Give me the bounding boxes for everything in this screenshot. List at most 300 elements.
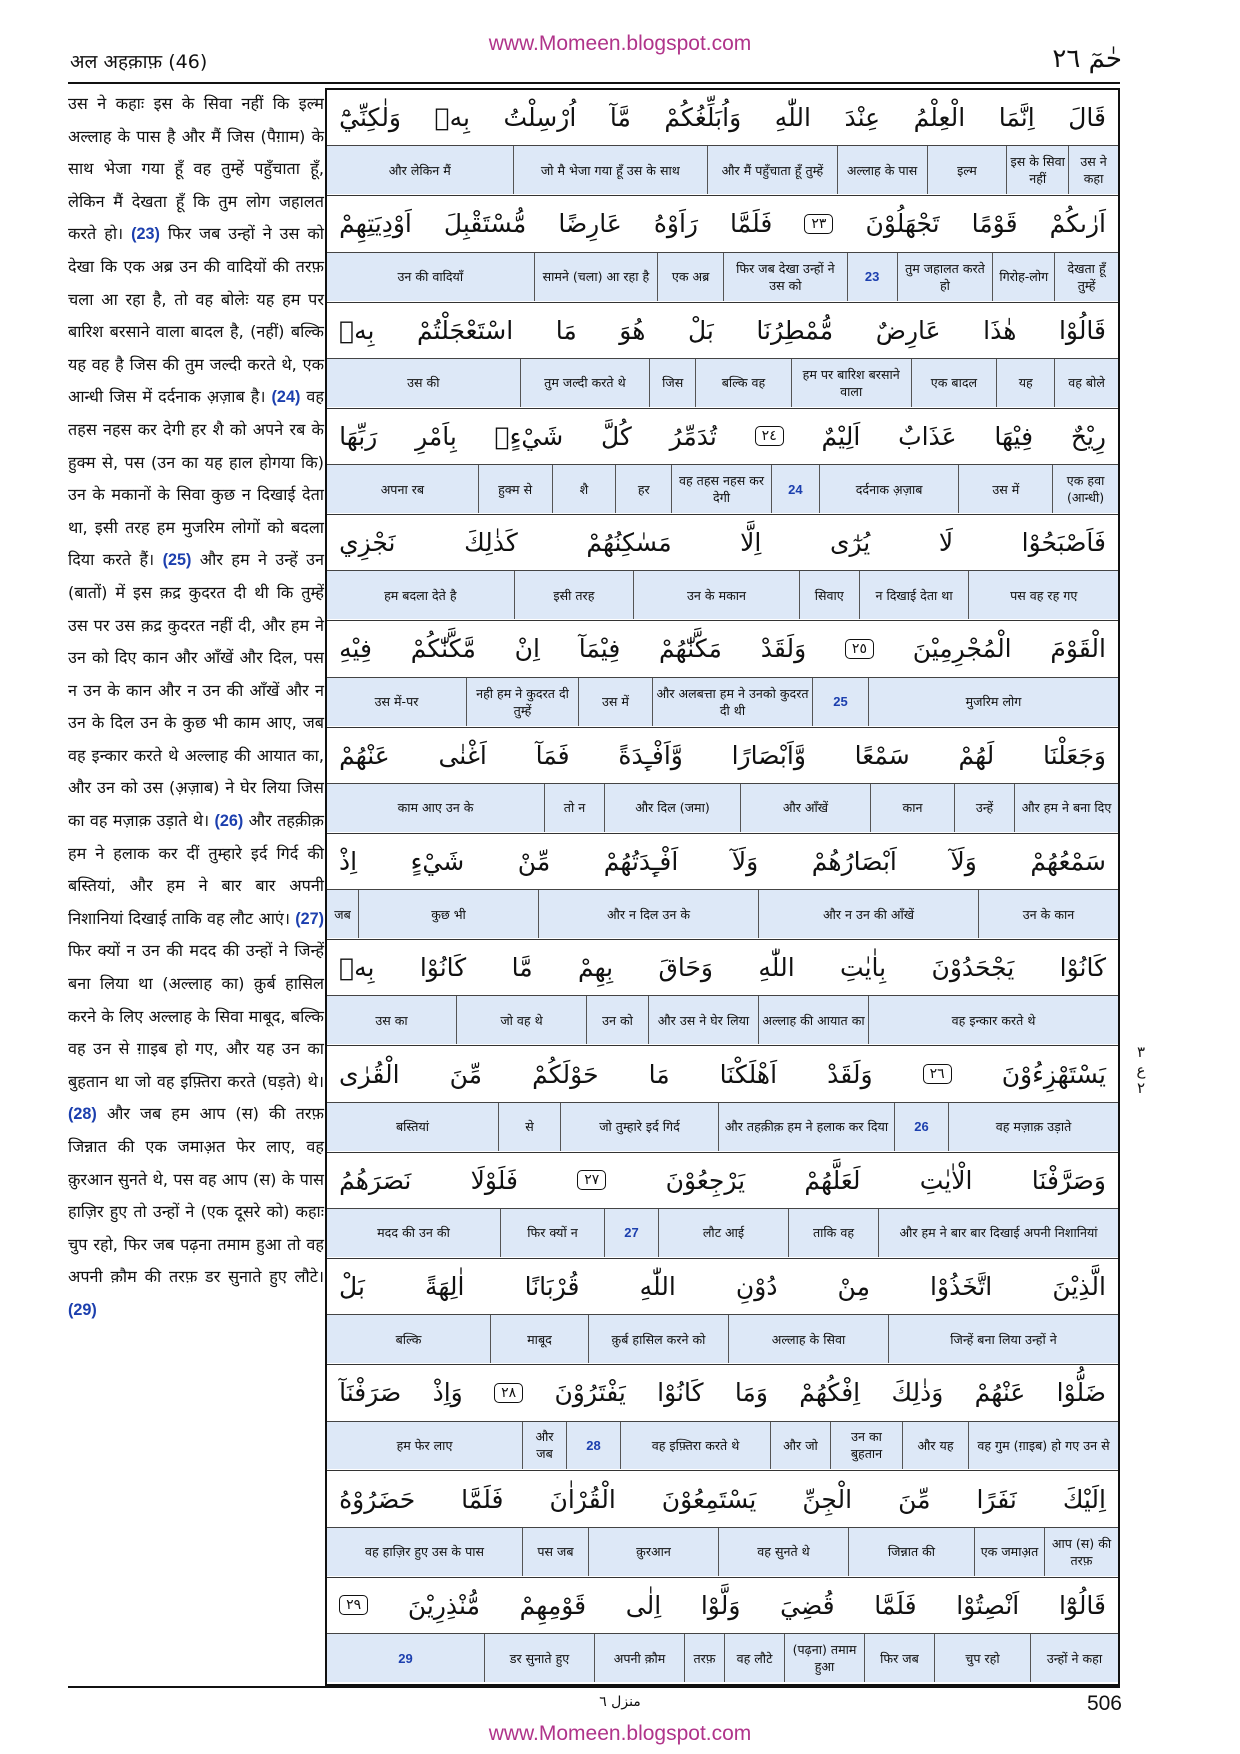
arabic-word: عَنْهُمْ — [339, 740, 390, 770]
word-meaning-cell: उस में — [958, 465, 1052, 513]
verse-number-cell: 26 — [894, 1103, 948, 1151]
translation-text: और हम ने उन्हें उन (बातों) में इस क़द्र कुदरत दी थी कि तुम्हें उस पर उस क़द्र कुदरत नहीं दी, और हम ने उन को दिए कान और आँखें और दिल, पस न उन के कान और न उन की आँखें और न उन के दिल उन के कुछ भी काम आए, जब वह इन्कार करते थे अल्लाह की आयात का, और उन को उस (अ़ज़ाब) ने घेर लिया जिस का वह मज़ाक़ उड़ाते थे। — [68, 550, 324, 831]
header-rule — [68, 82, 1120, 84]
ruku-marker — [1130, 1043, 1152, 1097]
word-meaning-cell: तुम जल्दी करते थे — [520, 359, 650, 407]
arabic-line — [327, 621, 1118, 677]
ruku-marker-glyph: ع — [1136, 1061, 1146, 1079]
word-meaning-cell: उस का — [375, 1012, 408, 1028]
verse-number-cell: 23 — [847, 253, 897, 301]
arabic-word: نَصَرَهُمُ — [339, 1165, 412, 1195]
word-meaning-cell: और हम ने बना दिए — [1014, 784, 1118, 832]
arabic-word: بِهِمْ — [577, 953, 614, 983]
word-meaning-line — [327, 1209, 1118, 1257]
arabic-line — [327, 1259, 1118, 1315]
word-meaning-cell: न दिखाई देता था — [859, 571, 969, 619]
word-meaning-cell: और न उन की आँखें — [758, 890, 978, 938]
word-meaning-cell: हम बदला देते है — [384, 587, 457, 603]
word-meaning-line — [327, 996, 1118, 1044]
word-meaning-cell: वह इफ़्तिरा करते थे — [620, 1422, 770, 1470]
word-meaning-cell: जो मै भेजा गया हूँ उस के साथ — [513, 146, 708, 194]
arabic-word: اِفْكُهُمْ — [799, 1378, 861, 1408]
arabic-word: الْقُرْاٰنَ — [549, 1484, 616, 1514]
word-meaning-cell: एक जमाअ़त — [974, 1528, 1044, 1576]
arabic-word: لَعَلَّهُمْ — [804, 1165, 861, 1195]
ruku-marker-glyph: ٣ — [1136, 1043, 1146, 1061]
arabic-word: فَلَمَّا — [461, 1484, 504, 1514]
arabic-line — [327, 515, 1118, 571]
arabic-word: اِذْ — [339, 847, 358, 877]
arabic-word: اللّٰهِ — [758, 953, 795, 983]
word-meaning-line — [327, 465, 1118, 513]
arabic-word: وَصَرَّفْنَا — [1031, 1165, 1106, 1195]
word-meaning-line — [327, 146, 1118, 194]
word-meaning-cell: तो न — [544, 784, 604, 832]
arabic-word: وَحَاقَ — [658, 953, 714, 983]
ayah-number-marker: ٢٨ — [494, 1383, 523, 1403]
arabic-word: قُرْبَانًا — [524, 1272, 580, 1302]
arabic-line — [327, 728, 1118, 784]
arabic-word: لَهُمْ — [958, 740, 995, 770]
word-meaning-cell: उन का बुहतान — [830, 1422, 902, 1470]
arabic-word: وَّاَفْـِٕدَةً — [618, 740, 683, 770]
word-meaning-cell: आप (स) की तरफ़ — [1044, 1528, 1118, 1576]
word-meaning-cell: सिवाए — [799, 571, 859, 619]
arabic-word: فَاَصْبَحُوْا — [1021, 528, 1106, 558]
arabic-word: اَرٰىكُمْ — [1049, 209, 1106, 239]
ayah-number-marker: ٢٩ — [339, 1595, 368, 1615]
arabic-word: الْعِلْمُ — [913, 103, 966, 133]
arabic-word: الَّذِيْنَ — [1052, 1272, 1106, 1302]
arabic-word: مَكَّنّٰهُمْ — [659, 634, 722, 664]
arabic-word: الْاٰيٰتِ — [919, 1165, 973, 1195]
word-meaning-cell: वह मज़ाक़ उड़ाते — [948, 1103, 1118, 1151]
verse-number: (23) — [131, 225, 160, 244]
arabic-word: اَفْـِٕدَتُهُمْ — [603, 847, 679, 877]
arabic-word: فَمَآ — [535, 740, 570, 770]
word-meaning-cell: उन के कान — [978, 890, 1118, 938]
word-meaning-cell: और जब — [522, 1422, 566, 1470]
arabic-word: اِلٰى — [625, 1590, 662, 1620]
word-meaning-line — [327, 1634, 1118, 1682]
arabic-word: هُوَ — [619, 315, 646, 345]
word-meaning-cell: उस में-पर — [374, 694, 419, 710]
arabic-word: مِنْ — [837, 1272, 870, 1302]
word-meaning-cell: बल्कि — [395, 1331, 422, 1347]
word-meaning-cell: काम आए उन के — [397, 800, 474, 816]
arabic-word: عَنْهُمْ — [974, 1378, 1026, 1408]
word-meaning-cell: और लेकिन मैं — [388, 162, 451, 178]
arabic-word: فَلَمَّا — [874, 1590, 917, 1620]
word-meaning-cell: और हम ने बार बार दिखाई अपनी निशानियां — [878, 1209, 1118, 1257]
verse-number: (25) — [162, 551, 192, 570]
word-meaning-cell: हुक्म से — [478, 465, 552, 513]
site-url-top[interactable]: www.Momeen.blogspot.com — [488, 32, 752, 55]
verse-number: (27) — [295, 909, 324, 928]
arabic-word: صَرَفْنَآ — [339, 1378, 402, 1408]
para-marker: حٰمٓ ٢٦ — [1052, 44, 1122, 74]
word-meaning-cell: उन्हों ने कहा — [1030, 1634, 1118, 1682]
verse-row — [327, 1365, 1118, 1471]
arabic-word: مَا — [555, 315, 577, 345]
word-meaning-cell: और आँखें — [740, 784, 870, 832]
word-meaning-cell: एक अब्र — [657, 253, 723, 301]
arabic-word: اِلَّا — [740, 528, 762, 558]
word-meaning-cell: कुछ भी — [358, 890, 538, 938]
arabic-word: مَسٰكِنُهُمْ — [586, 528, 672, 558]
word-meaning-cell: क़ुरआन — [588, 1528, 718, 1576]
word-meaning-cell: अपना रब — [380, 481, 425, 497]
page-number: 506 — [1086, 1692, 1122, 1715]
arabic-word: شَيْءٍ — [410, 847, 465, 877]
arabic-word: الْقُرٰى — [339, 1059, 400, 1089]
word-meaning-cell: वह हाज़िर हुए उस के पास — [364, 1544, 485, 1560]
arabic-word: تُدَمِّرُ — [669, 421, 717, 451]
arabic-word: نَجْزِي — [339, 528, 396, 558]
arabic-word: اَوْدِيَتِهِمْ — [339, 209, 412, 239]
word-meaning-line — [327, 1103, 1118, 1151]
arabic-word: اِنَّمَا — [998, 103, 1035, 133]
word-meaning-cell: ताकि वह — [788, 1209, 878, 1257]
arabic-word: فِيْهِ — [339, 634, 372, 664]
word-meaning-cell: उस ने कहा — [1068, 146, 1118, 194]
ayah-number-marker: ٢٣ — [804, 214, 833, 234]
arabic-word: اسْتَعْجَلْتُمْ — [417, 315, 514, 345]
arabic-word: عَارِضٌ — [875, 315, 941, 345]
translation-paragraph — [68, 88, 324, 1327]
verse-row — [327, 1259, 1118, 1365]
arabic-word: كَانُوْا — [419, 953, 467, 983]
arabic-word: يُرٰٓى — [829, 528, 871, 558]
arabic-word: سَمْعًا — [854, 740, 910, 770]
word-meaning-cell: अल्लाह की आयात का — [758, 996, 868, 1044]
word-meaning-cell: सामने (चला) आ रहा है — [534, 253, 658, 301]
ayah-number-marker: ٢٤ — [755, 426, 784, 446]
translation-text: उस ने कहाः इस के सिवा नहीं कि इल्म अल्लाह के पास है और मैं जिस (पैग़ाम) के साथ भेजा गया हूँ वह तुम्हें पहुँचाता हूँ, लेकिन मैं देखता हूँ कि तुम लोग जहालत करते हो। — [68, 94, 324, 244]
verse-number: (28) — [68, 1105, 97, 1124]
arabic-word: وَذٰلِكَ — [891, 1378, 944, 1408]
arabic-word: الْمُجْرِمِيْنَ — [912, 634, 1012, 664]
word-meaning-line — [327, 571, 1118, 619]
word-by-word-grid — [327, 88, 1120, 1686]
arabic-word: دُوْنِ — [735, 1272, 778, 1302]
verse-row — [327, 196, 1118, 302]
arabic-word: قُضِيَ — [780, 1590, 835, 1620]
arabic-word: فِيْمَآ — [578, 634, 621, 664]
surah-title: अल अहक़ाफ़ (46) — [70, 51, 208, 73]
word-meaning-cell: वह सुनते थे — [718, 1528, 848, 1576]
arabic-line — [327, 1046, 1118, 1102]
arabic-line — [327, 90, 1118, 146]
arabic-word: عَذَابٌ — [898, 421, 957, 451]
arabic-word: يَسْتَمِعُوْنَ — [661, 1484, 757, 1514]
word-meaning-cell: बस्तियां — [395, 1119, 430, 1135]
arabic-word: رَاَوْهُ — [653, 209, 699, 239]
word-meaning-cell: उस में — [578, 678, 652, 726]
translation-text: वह तहस नहस कर देगी हर शै को अपने रब के हुक्म से, पस (उन का यह हाल होगया कि) उन के मकानों के सिवा कुछ न दिखाई देता था, इसी तरह हम मुजरिम लोगों को बदला दिया करते हैं। — [68, 387, 324, 570]
arabic-word: هٰذَا — [983, 315, 1017, 345]
word-meaning-line — [327, 678, 1118, 726]
word-meaning-cell: (पढ़ना) तमाम हुआ — [784, 1634, 864, 1682]
word-meaning-cell: उस की — [407, 375, 440, 391]
word-meaning-cell: बल्कि वह — [695, 359, 791, 407]
verse-row — [327, 303, 1118, 409]
arabic-word: قَوْمِهِمْ — [519, 1590, 587, 1620]
arabic-word: مَا — [648, 1059, 670, 1089]
word-meaning-cell: जिन्हें बना लिया उन्हों ने — [888, 1315, 1118, 1363]
arabic-line — [327, 834, 1118, 890]
translation-text: फिर जब उन्हों ने उस को देखा कि एक अब्र उन की वादियों की तरफ़ चला आ रहा है, तो वह बोलेः यह हम पर बारिश बरसाने वाला बादल है, (नहीं) बल्कि यह वह है जिस की तुम जल्दी करते थे, एक आन्धी जिस में दर्दनाक अ़ज़ाब है। — [68, 224, 325, 407]
word-meaning-cell: हर — [615, 465, 671, 513]
ayah-number-marker: ٢٧ — [577, 1170, 606, 1190]
arabic-word: مَّكَّنّٰكُمْ — [410, 634, 476, 664]
hindi-translation-column — [68, 88, 324, 1686]
word-meaning-cell: और अलबत्ता हम ने उनको कुदरत दी थी — [652, 678, 812, 726]
arabic-word: وَّاَبْصَارًا — [731, 740, 806, 770]
word-meaning-cell: तुम जहालत करते हो — [897, 253, 993, 301]
ayah-number-marker: ٢٦ — [923, 1064, 952, 1084]
arabic-word: بِهٖ — [339, 953, 375, 983]
word-meaning-cell: पस वह रह गए — [968, 571, 1118, 619]
word-meaning-line — [327, 784, 1118, 832]
word-meaning-cell: अल्लाह के पास — [837, 146, 927, 194]
verse-row — [327, 621, 1118, 727]
arabic-word: فَلَمَّا — [730, 209, 773, 239]
word-meaning-cell: जिस — [649, 359, 695, 407]
arabic-word: وَجَعَلْنَا — [1042, 740, 1106, 770]
arabic-word: بِهٖ — [339, 315, 375, 345]
arabic-word: رِيْحٌ — [1070, 421, 1106, 451]
arabic-word: حَوْلَكُمْ — [532, 1059, 599, 1089]
word-meaning-cell: देखता हूँ तुम्हें — [1054, 253, 1118, 301]
arabic-line — [327, 940, 1118, 996]
word-meaning-line — [327, 253, 1118, 301]
word-meaning-cell: कान — [870, 784, 954, 832]
arabic-word: مِّنَ — [898, 1484, 931, 1514]
arabic-word: مَّا — [511, 953, 533, 983]
word-meaning-cell: और न दिल उन के — [538, 890, 758, 938]
verse-row — [327, 1046, 1118, 1152]
arabic-word: اَبْصَارُهُمْ — [811, 847, 897, 877]
word-meaning-cell: शै — [552, 465, 616, 513]
arabic-word: تَجْهَلُوْنَ — [865, 209, 940, 239]
word-meaning-cell: तरफ़ — [684, 1634, 724, 1682]
word-meaning-cell: अपनी क़ौम — [594, 1634, 684, 1682]
word-meaning-cell: यह — [996, 359, 1054, 407]
translation-text: और जब हम आप (स) की तरफ़ जिन्नात की एक जमाअ़त फेर लाए, वह क़ुरआन सुनते थे, पस वह आप (स) के पास हाज़िर हुए तो उन्हों ने (एक दूसरे को) कहाः चुप रहो, फिर जब पढ़ना तमाम हुआ तो वह अपनी क़ौम की तरफ़ डर सुनाते हुए लौटे। — [68, 1104, 324, 1287]
arabic-word: يَجْحَدُوْنَ — [931, 953, 1015, 983]
arabic-word: قَالَ — [1068, 103, 1106, 133]
word-meaning-cell: वह इन्कार करते थे — [868, 996, 1118, 1044]
word-meaning-cell: डर सुनाते हुए — [484, 1634, 594, 1682]
word-meaning-line — [327, 890, 1118, 938]
word-meaning-cell: लौट आई — [658, 1209, 788, 1257]
arabic-word: وَاُبَلِّغُكُمْ — [664, 103, 742, 133]
verse-row — [327, 940, 1118, 1046]
word-meaning-cell: मदद की उन की — [377, 1225, 450, 1241]
arabic-word: اَنْصِتُوْا — [956, 1590, 1020, 1620]
verse-number: (29) — [68, 1300, 97, 1319]
word-meaning-cell: हम फेर लाए — [396, 1437, 453, 1453]
arabic-word: مُّنْذِرِيْنَ — [407, 1590, 480, 1620]
word-meaning-cell: वह बोले — [1054, 359, 1118, 407]
arabic-word: الْجِنِّ — [802, 1484, 853, 1514]
arabic-word: يَفْتَرُوْنَ — [554, 1378, 626, 1408]
site-url-bottom[interactable]: www.Momeen.blogspot.com — [488, 1722, 752, 1745]
word-meaning-cell: वह गुम (ग़ाइब) हो गए उन से — [968, 1422, 1118, 1470]
translation-text: और तहक़ीक़ हम ने हलाक कर दीं तुम्हारे इर्द गिर्द की बस्तियां, और हम ने बार बार अपनी निशानियां दिखाई ताकि वह लौट आएं। — [68, 811, 324, 928]
word-meaning-line — [327, 1315, 1118, 1363]
word-meaning-cell: दर्दनाक अ़ज़ाब — [819, 465, 959, 513]
arabic-word: كَانُوْا — [1059, 953, 1106, 983]
word-meaning-cell: जो वह थे — [456, 996, 586, 1044]
word-meaning-cell: इसी तरह — [514, 571, 634, 619]
arabic-line — [327, 1471, 1118, 1527]
word-meaning-line — [327, 359, 1118, 407]
arabic-word: اِنْ — [514, 634, 540, 664]
word-meaning-cell: मुजरिम लोग — [868, 678, 1118, 726]
word-meaning-cell: इल्म — [927, 146, 1007, 194]
verse-number: (26) — [214, 812, 244, 831]
arabic-word: اتَّخَذُوْا — [930, 1272, 993, 1302]
word-meaning-cell: उन के मकान — [633, 571, 799, 619]
verse-number-cell: 29 — [398, 1650, 413, 1666]
word-meaning-cell: फिर जब देखा उन्हों ने उस को — [723, 253, 847, 301]
word-meaning-cell: क़ुर्ब हासिल करने को — [588, 1315, 728, 1363]
verse-number: (24) — [271, 388, 301, 407]
verse-number-cell: 24 — [771, 465, 819, 513]
arabic-word: وَلَقَدْ — [760, 634, 807, 664]
arabic-word: قَوْمًا — [971, 209, 1018, 239]
word-meaning-cell: उन्हें — [954, 784, 1014, 832]
arabic-word: شَيْءٍۭ — [494, 421, 564, 451]
word-meaning-cell: से — [498, 1103, 560, 1151]
arabic-word: كُلَّ — [600, 421, 632, 451]
arabic-word: يَرْجِعُوْنَ — [665, 1165, 746, 1195]
arabic-line — [327, 1153, 1118, 1209]
word-meaning-cell: और दिल (जमा) — [604, 784, 740, 832]
ruku-marker-glyph: ٢ — [1136, 1079, 1146, 1097]
word-meaning-cell: इस के सिवा नहीं — [1006, 146, 1068, 194]
arabic-word: كَانُوْا — [657, 1378, 704, 1408]
arabic-word: اُرْسِلْتُ — [503, 103, 577, 133]
word-meaning-cell: जब — [334, 906, 351, 922]
arabic-word: وَلٰكِنِّيْٓ — [339, 103, 402, 133]
word-meaning-cell: और तहक़ीक़ हम ने हलाक कर दिया — [718, 1103, 894, 1151]
arabic-word: مُّسْتَقْبِلَ — [443, 209, 527, 239]
arabic-word: وَلَآ — [950, 847, 977, 877]
arabic-word: مِّنَ — [449, 1059, 483, 1089]
word-meaning-cell: वह लौटे — [724, 1634, 784, 1682]
arabic-word: ضَلُّوْا — [1056, 1378, 1106, 1408]
verse-row — [327, 834, 1118, 940]
arabic-word: مِّنْ — [517, 847, 551, 877]
manzil-label: منزل ٦ — [599, 1694, 641, 1710]
arabic-word: اٰلِهَةً — [425, 1272, 465, 1302]
arabic-word: اللّٰهِ — [774, 103, 811, 133]
verse-row — [327, 728, 1118, 834]
arabic-word: وَلَآ — [731, 847, 759, 877]
word-meaning-cell: जो तुम्हारे इर्द गिर्द — [560, 1103, 718, 1151]
arabic-word: حَضَرُوْهُ — [339, 1484, 416, 1514]
arabic-word: رَبِّهَا — [339, 421, 378, 451]
arabic-word: اَغْنٰى — [438, 740, 487, 770]
arabic-word: وَلَقَدْ — [827, 1059, 873, 1089]
word-meaning-cell: नही हम ने कुदरत दी तुम्हें — [466, 678, 578, 726]
arabic-word: بَلْ — [339, 1272, 365, 1302]
word-meaning-cell: माबूद — [490, 1315, 588, 1363]
arabic-line — [327, 196, 1118, 252]
word-meaning-cell: हम पर बारिश बरसाने वाला — [791, 359, 911, 407]
verse-number-cell: 25 — [812, 678, 868, 726]
arabic-word: فِيْهَا — [994, 421, 1034, 451]
verse-row — [327, 1153, 1118, 1259]
arabic-word: قَالُوْٓا — [1058, 1590, 1106, 1620]
arabic-word: بَلْ — [687, 315, 714, 345]
verse-row — [327, 515, 1118, 621]
arabic-word: قَالُوْا — [1058, 315, 1106, 345]
arabic-word: وَلَّوْا — [700, 1590, 741, 1620]
verse-row — [327, 90, 1118, 196]
arabic-word: كَذٰلِكَ — [464, 528, 518, 558]
word-meaning-cell: पस जब — [522, 1528, 588, 1576]
word-meaning-cell: और जो — [770, 1422, 830, 1470]
arabic-word: نَفَرًا — [976, 1484, 1017, 1514]
arabic-word: وَاِذْ — [432, 1378, 463, 1408]
word-meaning-cell: वह तहस नहस कर देगी — [671, 465, 771, 513]
translation-text: फिर क्यों न उन की मदद की उन्हों ने जिन्हें बना लिया था (अल्लाह का) क़ुर्ब हासिल करने के लिए अल्लाह के सिवा माबूद, बल्कि वह उन से ग़ाइब हो गए, और यह उन का बुहतान था जो वह इफ़्तिरा करते (घड़ते) थे। — [68, 941, 324, 1091]
arabic-word: الْقَوْمَ — [1050, 634, 1106, 664]
word-meaning-cell: एक हवा (आन्धी) — [1052, 465, 1118, 513]
footer-rule — [68, 1686, 1120, 1688]
verse-number-cell: 27 — [604, 1209, 658, 1257]
word-meaning-cell: जिन्नात की — [848, 1528, 974, 1576]
arabic-line — [327, 409, 1118, 465]
ayah-number-marker: ٢٥ — [845, 639, 874, 659]
arabic-word: مُّمْطِرُنَا — [756, 315, 834, 345]
arabic-word: اِلَيْكَ — [1062, 1484, 1106, 1514]
word-meaning-cell: और मैं पहुँचाता हूँ तुम्हें — [707, 146, 837, 194]
arabic-word: وَمَا — [734, 1378, 768, 1408]
arabic-word: مَّآ — [609, 103, 631, 133]
word-meaning-cell: उन को — [586, 996, 648, 1044]
verse-row — [327, 1578, 1118, 1684]
verse-row — [327, 1471, 1118, 1577]
arabic-word: اَلِيْمٌ — [821, 421, 861, 451]
word-meaning-line — [327, 1528, 1118, 1576]
word-meaning-cell: गिरोह-लोग — [992, 253, 1054, 301]
word-meaning-cell: अल्लाह के सिवा — [728, 1315, 888, 1363]
arabic-word: سَمْعُهُمْ — [1030, 847, 1106, 877]
arabic-word: اَهْلَكْنَا — [719, 1059, 778, 1089]
arabic-word: بِاَمْرِ — [415, 421, 457, 451]
arabic-word: لَا — [938, 528, 954, 558]
arabic-word: عِنْدَ — [844, 103, 881, 133]
arabic-line — [327, 1365, 1118, 1421]
verse-number-cell: 28 — [566, 1422, 620, 1470]
word-meaning-cell: और यह — [902, 1422, 968, 1470]
word-meaning-line — [327, 1422, 1118, 1470]
arabic-line — [327, 1578, 1118, 1634]
word-meaning-cell: एक बादल — [911, 359, 997, 407]
arabic-word: بِهٖ — [434, 103, 470, 133]
word-meaning-cell: उन की वादियाँ — [397, 269, 464, 285]
word-meaning-cell: और उस ने घेर लिया — [648, 996, 758, 1044]
arabic-word: عَارِضًا — [558, 209, 622, 239]
arabic-word: بِاٰيٰتِ — [840, 953, 887, 983]
verse-row — [327, 409, 1118, 515]
word-meaning-cell: फिर क्यों न — [500, 1209, 604, 1257]
